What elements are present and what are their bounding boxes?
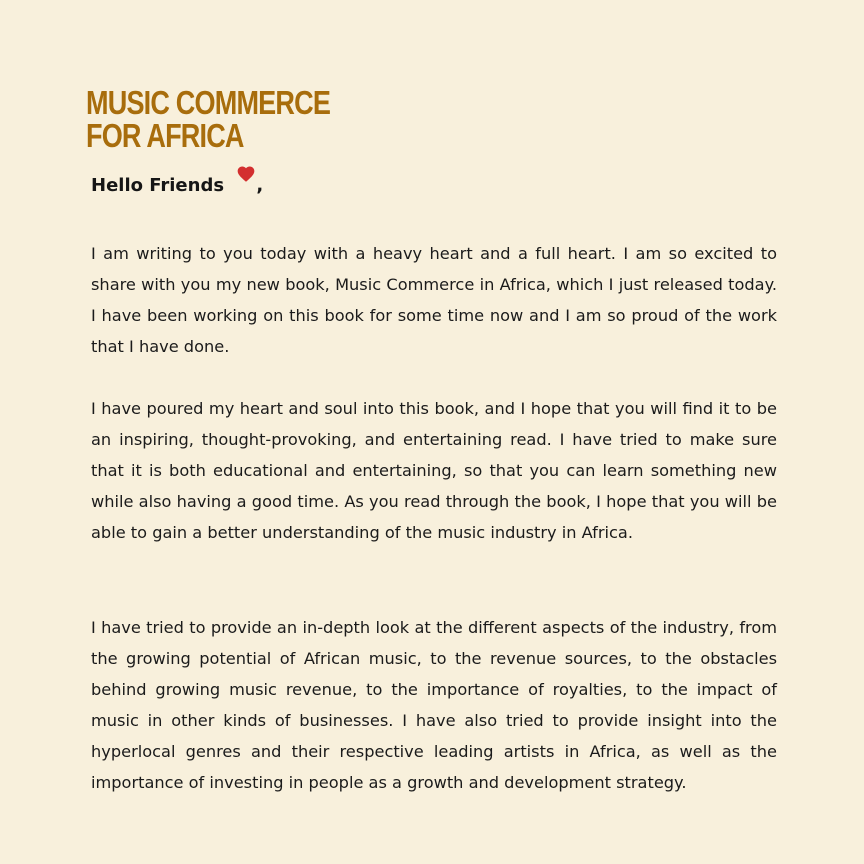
title-line-2: FOR AFRICA bbox=[86, 117, 244, 154]
greeting bbox=[91, 174, 263, 198]
paragraph-1: I am writing to you today with a heavy heart and a full heart. I am so excited to share with you my new book, Music Commerce in Africa, which I just released today. I have been working on this book for some time now and I am so proud of the work that I have done. bbox=[91, 244, 777, 356]
heart-icon bbox=[236, 164, 256, 184]
greeting-comma: , bbox=[256, 175, 264, 196]
page-title bbox=[86, 86, 330, 152]
paragraph-3: I have tried to provide an in-depth look at the different aspects of the industry, from the growing potential of African music, to the revenue sources, to the obstacles behind growing music revenue, to the importance of royalties, to the impact of music in other kinds of businesses. I have also tried to provide insight into the hyperlocal genres and their respective leading artists in Africa, as well as the importance of investing in people as a growth and development strategy. bbox=[91, 618, 777, 792]
title-line-1: MUSIC COMMERCE bbox=[86, 84, 331, 121]
greeting-text: Hello Friends bbox=[91, 175, 225, 196]
paragraph-2: I have poured my heart and soul into this book, and I hope that you will find it to be an inspiring, thought-provoking, and entertaining read. I have tried to make sure that it is both educational and entertaining, so that you can learn something new while also having a good time. As you read through the book, I hope that you will be able to gain a better understanding of the music industry in Africa. bbox=[91, 399, 777, 542]
